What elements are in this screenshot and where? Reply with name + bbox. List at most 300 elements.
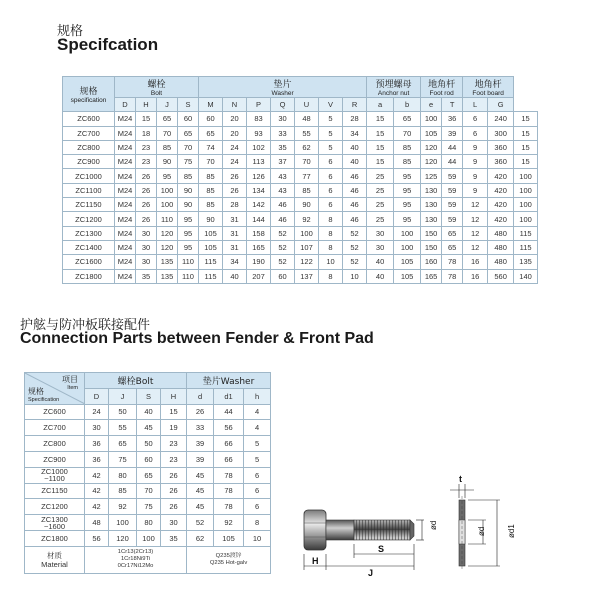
spec-value-cell: 95 <box>178 212 199 226</box>
spec-value-cell: 113 <box>247 155 271 169</box>
connection-value-cell: 36 <box>85 451 109 467</box>
spec-value-cell: 100 <box>514 198 538 212</box>
spec-table-row <box>63 226 538 240</box>
spec-value-cell: 23 <box>136 155 157 169</box>
spec-value-cell: 55 <box>295 126 319 140</box>
bolt-head <box>304 510 326 550</box>
spec-col-header: H <box>136 98 157 112</box>
spec-table-row <box>63 126 538 140</box>
spec-model-cell: ZC900 <box>63 155 115 169</box>
connection-value-cell: 30 <box>161 515 187 531</box>
connection-value-cell: 5 <box>244 451 271 467</box>
spec-value-cell: 125 <box>421 169 442 183</box>
connection-value-cell: 62 <box>187 530 214 546</box>
spec-value-cell: 95 <box>394 169 421 183</box>
connection-value-cell: 78 <box>214 467 244 483</box>
spec-value-cell: 105 <box>199 226 223 240</box>
connection-col-header: h <box>244 388 271 404</box>
spec-value-cell: 85 <box>199 183 223 197</box>
connection-value-cell: 45 <box>187 499 214 515</box>
spec-value-cell: M24 <box>115 126 136 140</box>
spec-value-cell: 15 <box>136 112 157 126</box>
connection-value-cell: 66 <box>214 451 244 467</box>
spec-table-row <box>63 140 538 154</box>
spec-value-cell: 100 <box>394 240 421 254</box>
connection-table-row <box>25 420 271 436</box>
spec-value-cell: 110 <box>178 255 199 269</box>
spec-value-cell: 100 <box>514 169 538 183</box>
spec-value-cell: 92 <box>295 212 319 226</box>
connection-value-cell: 45 <box>187 467 214 483</box>
spec-table-row <box>63 212 538 226</box>
connection-value-cell: 23 <box>161 436 187 452</box>
connection-value-cell: 26 <box>187 404 214 420</box>
spec-value-cell: 10 <box>319 255 343 269</box>
connection-table-row <box>25 467 271 483</box>
spec-value-cell: 140 <box>514 269 538 283</box>
connection-value-cell: 5 <box>244 436 271 452</box>
spec-value-cell: 90 <box>295 198 319 212</box>
spec-value-cell: 16 <box>463 255 488 269</box>
spec-value-cell: 360 <box>488 140 514 154</box>
spec-value-cell: 65 <box>442 240 463 254</box>
spec-value-cell: M24 <box>115 140 136 154</box>
spec-value-cell: 110 <box>157 212 178 226</box>
spec-value-cell: 52 <box>271 240 295 254</box>
spec-value-cell: 12 <box>463 240 488 254</box>
bolt-group-header: 螺栓 Bolt <box>115 77 199 98</box>
spec-value-cell: 165 <box>421 269 442 283</box>
spec-col-header: G <box>488 98 514 112</box>
spec-value-cell: 9 <box>463 140 488 154</box>
spec-value-cell: 40 <box>343 140 367 154</box>
spec-col-header: D <box>115 98 136 112</box>
spec-value-cell: 30 <box>136 255 157 269</box>
connection-col-header: d <box>187 388 214 404</box>
spec-col-header: L <box>463 98 488 112</box>
spec-value-cell: 420 <box>488 183 514 197</box>
connection-value-cell: 56 <box>85 530 109 546</box>
material-row <box>25 546 271 573</box>
spec-model-cell: ZC1400 <box>63 240 115 254</box>
spec-value-cell: 39 <box>442 126 463 140</box>
spec-value-cell: 70 <box>157 126 178 140</box>
connection-value-cell: 33 <box>187 420 214 436</box>
connection-value-cell: 42 <box>85 483 109 499</box>
connection-table-row <box>25 515 271 531</box>
spec-value-cell: 46 <box>343 212 367 226</box>
spec-col-header: R <box>343 98 367 112</box>
spec-value-cell: 18 <box>136 126 157 140</box>
spec-value-cell: 12 <box>463 226 488 240</box>
spec-value-cell: 130 <box>421 183 442 197</box>
spec-value-cell: 120 <box>421 140 442 154</box>
spec-value-cell: 105 <box>199 240 223 254</box>
spec-value-cell: 26 <box>223 169 247 183</box>
connection-model-cell: ZC1000 ~1100 <box>25 467 85 483</box>
connection-value-cell: 56 <box>214 420 244 436</box>
connection-value-cell: 50 <box>137 436 161 452</box>
connection-value-cell: 26 <box>161 467 187 483</box>
connection-value-cell: 75 <box>137 499 161 515</box>
dim-label-d-bolt: ød <box>429 520 438 530</box>
connection-value-cell: 92 <box>214 515 244 531</box>
bolt-thread <box>354 520 410 540</box>
spec-value-cell: 102 <box>247 140 271 154</box>
spec-value-cell: 52 <box>271 255 295 269</box>
spec-value-cell: 134 <box>247 183 271 197</box>
spec-value-cell: M24 <box>115 112 136 126</box>
spec-value-cell: 26 <box>136 169 157 183</box>
spec-value-cell: 240 <box>488 112 514 126</box>
spec-value-cell: 70 <box>199 155 223 169</box>
spec-value-cell: 46 <box>343 183 367 197</box>
spec-col-header: N <box>223 98 247 112</box>
spec-value-cell: 165 <box>247 240 271 254</box>
connection-value-cell: 8 <box>244 515 271 531</box>
spec-value-cell: 130 <box>421 198 442 212</box>
spec-value-cell: 95 <box>394 198 421 212</box>
connection-col-header: J <box>109 388 137 404</box>
connection-table-row <box>25 530 271 546</box>
connection-value-cell: 80 <box>137 515 161 531</box>
spec-value-cell: 150 <box>421 240 442 254</box>
spec-value-cell: 60 <box>199 112 223 126</box>
spec-value-cell: 24 <box>223 140 247 154</box>
spec-value-cell: 420 <box>488 169 514 183</box>
spec-value-cell: 100 <box>514 212 538 226</box>
spec-value-cell: M24 <box>115 240 136 254</box>
bolt-header: 螺栓Bolt <box>85 373 187 389</box>
bolt-material: 1Cr13(2Cr13) 1Cr18Ni9Ti 0Cr17Ni12Mo <box>85 546 187 573</box>
material-label: 材质 Material <box>25 546 85 573</box>
spec-value-cell: 20 <box>223 126 247 140</box>
spec-value-cell: 115 <box>199 255 223 269</box>
spec-title-cn: 规格 <box>57 24 84 39</box>
spec-value-cell: 25 <box>367 169 394 183</box>
spec-value-cell: 77 <box>295 169 319 183</box>
spec-value-cell: 59 <box>442 212 463 226</box>
spec-value-cell: 59 <box>442 183 463 197</box>
spec-value-cell: 15 <box>367 155 394 169</box>
connection-value-cell: 66 <box>214 436 244 452</box>
connection-value-cell: 60 <box>137 451 161 467</box>
foot-rod-group-header: 地角杆 Foot rod <box>421 77 463 98</box>
connection-value-cell: 42 <box>85 499 109 515</box>
spec-col-header: Q <box>271 98 295 112</box>
spec-value-cell: 100 <box>421 112 442 126</box>
connection-value-cell: 55 <box>109 420 137 436</box>
spec-value-cell: 34 <box>223 255 247 269</box>
connection-table-row <box>25 451 271 467</box>
spec-value-cell: 9 <box>463 155 488 169</box>
connection-value-cell: 6 <box>244 499 271 515</box>
dim-label-t: t <box>459 474 462 484</box>
spec-value-cell: 107 <box>295 240 319 254</box>
spec-value-cell: 480 <box>488 226 514 240</box>
spec-value-cell: 52 <box>271 226 295 240</box>
connection-value-cell: 39 <box>187 451 214 467</box>
spec-value-cell: 25 <box>367 198 394 212</box>
connection-title-en: Connection Parts between Fender & Front Pad <box>20 330 374 347</box>
foot-board-group-header: 地角杆 Foot board <box>463 77 514 98</box>
spec-value-cell: 15 <box>514 155 538 169</box>
connection-table-row <box>25 499 271 515</box>
spec-value-cell: 28 <box>343 112 367 126</box>
spec-value-cell: 135 <box>157 255 178 269</box>
spec-value-cell: 10 <box>343 269 367 283</box>
spec-value-cell: 59 <box>442 198 463 212</box>
connection-value-cell: 35 <box>161 530 187 546</box>
connection-value-cell: 4 <box>244 404 271 420</box>
spec-value-cell: 190 <box>247 255 271 269</box>
connection-value-cell: 65 <box>137 467 161 483</box>
spec-value-cell: 12 <box>463 198 488 212</box>
spec-col-header: b <box>394 98 421 112</box>
spec-value-cell: 31 <box>223 226 247 240</box>
connection-col-header: d1 <box>214 388 244 404</box>
spec-value-cell: 43 <box>271 183 295 197</box>
washer <box>459 496 465 570</box>
spec-value-cell: 85 <box>199 198 223 212</box>
spec-value-cell: 95 <box>394 212 421 226</box>
connection-corner-cell: 项目 Item 规格 Specification <box>25 373 85 405</box>
spec-value-cell: 100 <box>514 183 538 197</box>
spec-value-cell: 31 <box>223 240 247 254</box>
connection-value-cell: 75 <box>109 451 137 467</box>
spec-table-row <box>63 240 538 254</box>
spec-value-cell: 100 <box>295 226 319 240</box>
spec-value-cell: 35 <box>136 269 157 283</box>
spec-value-cell: 6 <box>463 112 488 126</box>
spec-value-cell: 78 <box>442 269 463 283</box>
connection-value-cell: 10 <box>244 530 271 546</box>
connection-value-cell: 52 <box>187 515 214 531</box>
spec-title-en: Specifcation <box>57 35 159 54</box>
connection-col-header: H <box>161 388 187 404</box>
spec-value-cell: 150 <box>421 226 442 240</box>
spec-value-cell: 31 <box>223 212 247 226</box>
spec-value-cell: 25 <box>367 212 394 226</box>
spec-value-cell: 8 <box>319 269 343 283</box>
spec-value-cell: 37 <box>271 155 295 169</box>
spec-model-cell: ZC800 <box>63 140 115 154</box>
spec-value-cell: 6 <box>319 183 343 197</box>
spec-value-cell: 52 <box>343 255 367 269</box>
spec-value-cell: 65 <box>394 112 421 126</box>
spec-value-cell: 360 <box>488 155 514 169</box>
spec-value-cell: 100 <box>394 226 421 240</box>
spec-value-cell: 420 <box>488 198 514 212</box>
spec-value-cell: 420 <box>488 212 514 226</box>
connection-value-cell: 23 <box>161 451 187 467</box>
spec-value-cell: 158 <box>247 226 271 240</box>
spec-value-cell: M24 <box>115 226 136 240</box>
spec-value-cell: 30 <box>271 112 295 126</box>
spec-table-row <box>63 169 538 183</box>
specification-table <box>62 76 538 284</box>
spec-value-cell: 40 <box>223 269 247 283</box>
connection-parts-table <box>24 372 271 574</box>
spec-value-cell: 33 <box>271 126 295 140</box>
spec-value-cell: 110 <box>178 269 199 283</box>
spec-value-cell: 480 <box>488 255 514 269</box>
connection-table-row <box>25 436 271 452</box>
spec-value-cell: 105 <box>394 255 421 269</box>
spec-table-row <box>63 255 538 269</box>
bolt-shank <box>326 520 354 540</box>
connection-value-cell: 100 <box>109 515 137 531</box>
spec-value-cell: 70 <box>394 126 421 140</box>
connection-value-cell: 39 <box>187 436 214 452</box>
connection-value-cell: 24 <box>85 404 109 420</box>
spec-value-cell: 65 <box>199 126 223 140</box>
spec-value-cell: 5 <box>319 126 343 140</box>
spec-value-cell: 30 <box>367 240 394 254</box>
spec-value-cell: 115 <box>514 226 538 240</box>
spec-value-cell: 142 <box>247 198 271 212</box>
spec-value-cell: 130 <box>421 212 442 226</box>
connection-value-cell: 42 <box>85 467 109 483</box>
spec-table-row <box>63 112 538 126</box>
dim-label-d1-washer: ød1 <box>507 524 516 538</box>
connection-value-cell: 4 <box>244 420 271 436</box>
spec-value-cell: 15 <box>514 126 538 140</box>
connection-value-cell: 26 <box>161 499 187 515</box>
connection-value-cell: 80 <box>109 467 137 483</box>
spec-col-header: V <box>319 98 343 112</box>
spec-value-cell: 35 <box>271 140 295 154</box>
spec-corner-cell: 规格 specification <box>63 77 115 112</box>
spec-value-cell: 90 <box>178 183 199 197</box>
spec-value-cell: 105 <box>394 269 421 283</box>
spec-col-header: M <box>199 98 223 112</box>
spec-model-cell: ZC700 <box>63 126 115 140</box>
spec-table-body <box>63 112 538 284</box>
spec-value-cell: 122 <box>295 255 319 269</box>
connection-value-cell: 6 <box>244 467 271 483</box>
spec-value-cell: 90 <box>157 155 178 169</box>
spec-value-cell: 40 <box>367 255 394 269</box>
spec-value-cell: 26 <box>136 183 157 197</box>
bolt-washer-drawing <box>290 470 540 590</box>
spec-value-cell: 78 <box>442 255 463 269</box>
spec-value-cell: 8 <box>319 212 343 226</box>
spec-value-cell: 46 <box>271 198 295 212</box>
spec-value-cell: 15 <box>367 112 394 126</box>
spec-value-cell: 137 <box>295 269 319 283</box>
spec-col-header: a <box>367 98 394 112</box>
connection-value-cell: 40 <box>137 404 161 420</box>
spec-value-cell: 48 <box>295 112 319 126</box>
connection-value-cell: 78 <box>214 483 244 499</box>
washer-material: Q235渡锌 Q235 Hot-galv <box>187 546 271 573</box>
spec-value-cell: 207 <box>247 269 271 283</box>
connection-model-cell: ZC700 <box>25 420 85 436</box>
connection-value-cell: 48 <box>85 515 109 531</box>
spec-value-cell: 30 <box>136 226 157 240</box>
dim-label-s: S <box>378 544 385 554</box>
connection-value-cell: 6 <box>244 483 271 499</box>
spec-value-cell: 120 <box>421 155 442 169</box>
spec-value-cell: 8 <box>319 226 343 240</box>
spec-value-cell: 83 <box>247 112 271 126</box>
spec-model-cell: ZC1150 <box>63 198 115 212</box>
spec-value-cell: 95 <box>157 169 178 183</box>
spec-value-cell: 120 <box>157 226 178 240</box>
spec-value-cell: 85 <box>178 169 199 183</box>
spec-value-cell: M24 <box>115 155 136 169</box>
spec-value-cell: 65 <box>442 226 463 240</box>
connection-table-row <box>25 483 271 499</box>
spec-model-cell: ZC1000 <box>63 169 115 183</box>
spec-value-cell: 160 <box>421 255 442 269</box>
connection-value-cell: 100 <box>137 530 161 546</box>
spec-col-header: J <box>157 98 178 112</box>
spec-value-cell: M24 <box>115 255 136 269</box>
spec-value-cell: 44 <box>442 140 463 154</box>
connection-value-cell: 50 <box>109 404 137 420</box>
connection-title-cn: 护舷与防冲板联接配件 <box>20 318 151 333</box>
spec-value-cell: 46 <box>271 212 295 226</box>
spec-value-cell: 15 <box>514 112 538 126</box>
connection-value-cell: 65 <box>109 436 137 452</box>
spec-value-cell: 126 <box>247 169 271 183</box>
spec-model-cell: ZC1100 <box>63 183 115 197</box>
spec-value-cell: 90 <box>199 212 223 226</box>
washer-group-header: 垫片 Washer <box>199 77 367 98</box>
connection-value-cell: 105 <box>214 530 244 546</box>
spec-value-cell: 95 <box>178 240 199 254</box>
connection-value-cell: 15 <box>161 404 187 420</box>
connection-table-body <box>25 404 271 546</box>
spec-value-cell: 115 <box>199 269 223 283</box>
spec-model-cell: ZC1200 <box>63 212 115 226</box>
connection-model-cell: ZC1150 <box>25 483 85 499</box>
connection-value-cell: 120 <box>109 530 137 546</box>
connection-model-cell: ZC1300 ~1600 <box>25 515 85 531</box>
spec-col-header: T <box>442 98 463 112</box>
spec-table-row <box>63 269 538 283</box>
spec-value-cell: 23 <box>136 140 157 154</box>
spec-value-cell: 40 <box>367 269 394 283</box>
spec-value-cell: 60 <box>271 269 295 283</box>
connection-model-cell: ZC900 <box>25 451 85 467</box>
spec-model-cell: ZC1600 <box>63 255 115 269</box>
spec-value-cell: 40 <box>343 155 367 169</box>
spec-value-cell: 85 <box>157 140 178 154</box>
spec-value-cell: 46 <box>343 198 367 212</box>
spec-value-cell: 12 <box>463 212 488 226</box>
spec-value-cell: 43 <box>271 169 295 183</box>
spec-header-groups <box>63 77 538 98</box>
connection-col-header: D <box>85 388 109 404</box>
spec-value-cell: 65 <box>178 126 199 140</box>
spec-value-cell: 25 <box>367 183 394 197</box>
dim-label-j: J <box>368 568 374 578</box>
spec-value-cell: 9 <box>463 169 488 183</box>
spec-value-cell: 26 <box>136 198 157 212</box>
connection-table-row <box>25 404 271 420</box>
spec-value-cell: 30 <box>136 240 157 254</box>
spec-value-cell: 46 <box>343 169 367 183</box>
spec-col-header: S <box>178 98 199 112</box>
spec-value-cell: 5 <box>319 140 343 154</box>
spec-value-cell: 6 <box>463 126 488 140</box>
connection-model-cell: ZC800 <box>25 436 85 452</box>
spec-value-cell: 135 <box>514 255 538 269</box>
spec-value-cell: 52 <box>343 226 367 240</box>
